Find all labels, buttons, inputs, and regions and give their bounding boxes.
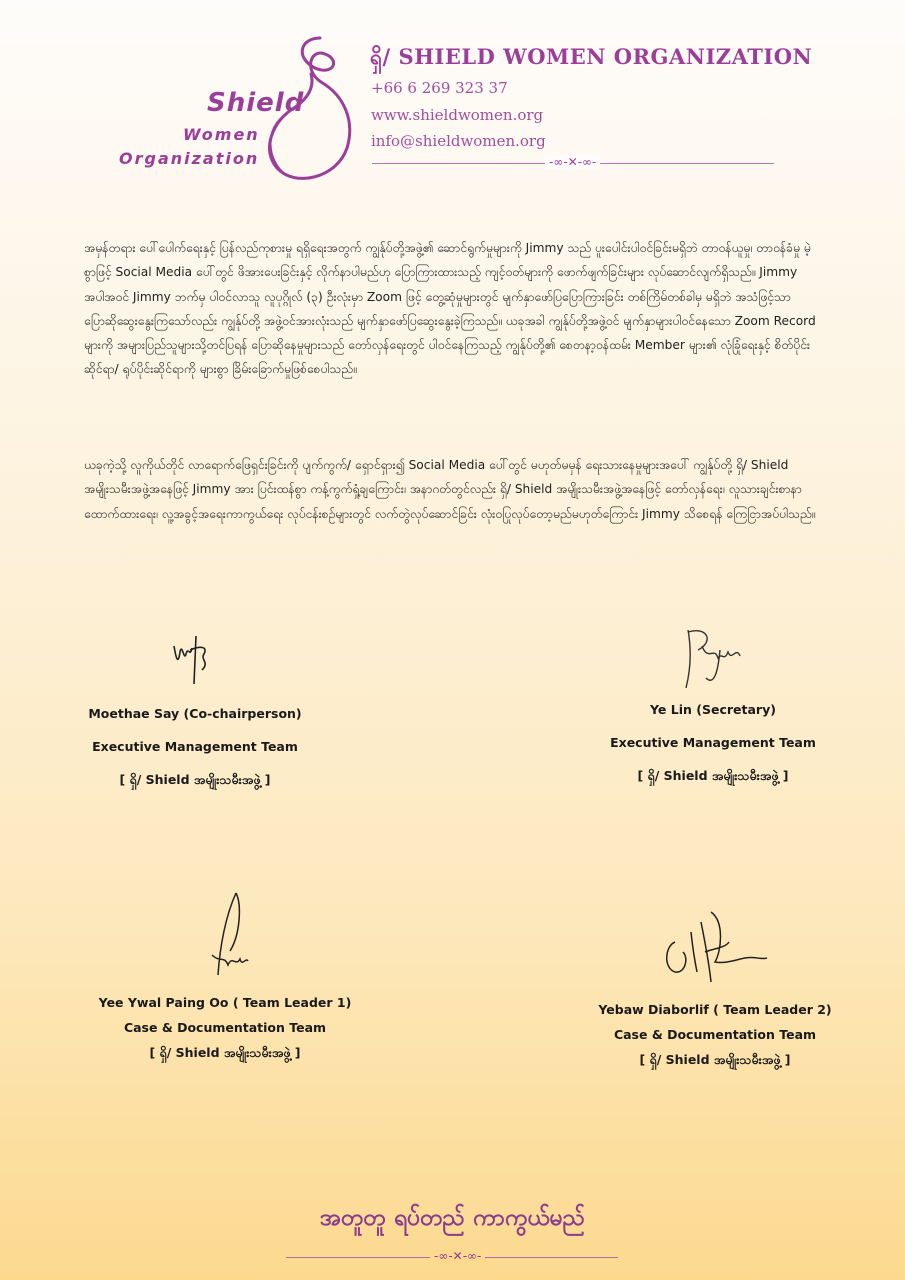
- email-link[interactable]: info@shieldwomen.org: [371, 132, 546, 150]
- signatory-team: Executive Management Team: [92, 739, 298, 754]
- logo-word-women: Women: [183, 125, 260, 144]
- statement-paragraph-1: အမှန်တရား ပေါ်ပေါက်ရေးနှင့် ပြန်လည်ကုစားမှု ရရှိရေးအတွက် ကျွန်ုပ်တို့အဖွဲ့၏ ဆောင်ရွက်မှုများကို Jimmy သည် ပူးပေါင်းပါဝင်ခြင်းမရှိဘဲ တာဝန်ယူမှု၊ တာဝန်ခံမှု မဲ့စွာဖြင့် Social Media ပေါ်တွင် ဖိအားပေးခြင်းနှင့် လိုက်နာပါမည်ဟု ပြောကြားထားသည့် ကျင့်ဝတ်များကို ဖောက်ဖျက်ခြင်းများ လုပ်ဆောင်လျက်ရှိသည်။ Jimmy အပါအဝင် Jimmy ဘက်မှ ပါဝင်လာသူ လူပုဂ္ဂိုလ် (၃) ဦးလုံးမှာ Zoom ဖြင့် တွေ့ဆုံမှုများတွင် မျက်နှာဖော်ပြပြောကြားခြင်း တစ်ကြိမ်တစ်ခါမှ မရှိဘဲ အသံဖြင့်သာ ပြောဆိုဆွေးနွေးကြသော်လည်း ကျွန်ုပ်တို့ အဖွဲ့ဝင်အားလုံးသည် မျက်နှာဖော်ပြဆွေးနွေးခဲ့ကြသည်။ ယခုအခါ ကျွန်ုပ်တို့အဖွဲ့ဝင် မျက်နှာများပါဝင်နေသော Zoom Record များကို အများပြည်သူများသို့တင်ပြရန် ပြောဆိုနေမှုများသည် တော်လှန်ရေးတွင် ပါဝင်နေကြသည့် ကျွန်ုပ်တို့၏ စေတနာ့ဝန်ထမ်း Member များ၏ လုံခြုံရေးနှင့် စိတ်ပိုင်းဆိုင်ရာ/ ရုပ်ပိုင်းဆိုင်ရာကို များစွာ ခြိမ်းခြောက်မှုဖြစ်စေပါသည်။: [84, 241, 816, 377]
- signatory-name: Yebaw Diaborlif ( Team Leader 2): [598, 1002, 832, 1017]
- footer-slogan: အတူတူ ရပ်တည် ကာကွယ်မည်: [319, 1205, 586, 1231]
- handwritten-signature-icon: [645, 902, 785, 992]
- phone-number: +66 6 269 323 37: [371, 79, 508, 97]
- signature-block-team-leader-1: [75, 885, 375, 1064]
- signatory-organization: [ ရှိ/ Shield အမျိုးသမီးအဖွဲ့ ]: [637, 768, 789, 783]
- signatory-name: Ye Lin (Secretary): [650, 702, 776, 717]
- signatory-organization: [ ရှိ/ Shield အမျိုးသမီးအဖွဲ့ ]: [119, 772, 271, 787]
- signatory-organization: [ ရှိ/ Shield အမျိုးသမီးအဖွဲ့ ]: [149, 1045, 301, 1060]
- signatory-team: Case & Documentation Team: [613, 1027, 817, 1042]
- logo-word-organization: Organization: [119, 149, 260, 168]
- statement-paragraph-2: ယခုကဲ့သို့ လူကိုယ်တိုင် လာရောက်ဖြေရှင်းခြင်းကို ပျက်ကွက်/ ရှောင်ရှား၍ Social Media ပေါ်တွင် မဟုတ်မမှန် ရေးသားနေမှုများအပေါ် ကျွန်ုပ်တို့ ရှိ/ Shield အမျိုးသမီးအဖွဲ့အနေဖြင့် Jimmy အား ပြင်းထန်စွာ ကန့်ကွက်ရှုံ့ချကြောင်း၊ အနာဂတ်တွင်လည်း ရှိ/ Shield အမျိုးသမီးအဖွဲ့အနေဖြင့် တော်လှန်ရေး၊ လူသားချင်းစာနာထောက်ထားရေး၊ လူ့အခွင့်အရေးကာကွယ်ရေး လုပ်ငန်းစဉ်များတွင် လက်တွဲလုပ်ဆောင်ခြင်း လုံးဝပြုလုပ်တော့မည်မဟုတ်ကြောင်း Jimmy သိစေရန် ကြေငြာအပ်ပါသည်။: [84, 458, 816, 521]
- footer-ornament: -∞-✕-∞-: [430, 1249, 485, 1263]
- handwritten-signature-icon: [658, 622, 768, 692]
- handwritten-signature-icon: [180, 885, 270, 985]
- signature-block-team-leader-2: [565, 902, 865, 1071]
- signature-block-secretary: [578, 622, 848, 787]
- signatory-team: Executive Management Team: [610, 735, 816, 750]
- handwritten-signature-icon: [160, 628, 230, 688]
- signatory-organization: [ ရှိ/ Shield အမျိုးသမီးအဖွဲ့ ]: [639, 1052, 791, 1067]
- signatory-name: Yee Ywal Paing Oo ( Team Leader 1): [98, 995, 352, 1010]
- organization-name: ရှိ/ SHIELD WOMEN ORGANIZATION: [370, 44, 813, 69]
- website-link[interactable]: www.shieldwomen.org: [371, 106, 544, 124]
- organization-logo: [115, 30, 365, 190]
- header-ornament: -∞-✕-∞-: [545, 155, 600, 169]
- signature-block-cochair: [60, 628, 330, 791]
- logo-word-shield: Shield: [207, 88, 305, 118]
- signatory-name: Moethae Say (Co-chairperson): [88, 706, 302, 721]
- signatory-team: Case & Documentation Team: [123, 1020, 327, 1035]
